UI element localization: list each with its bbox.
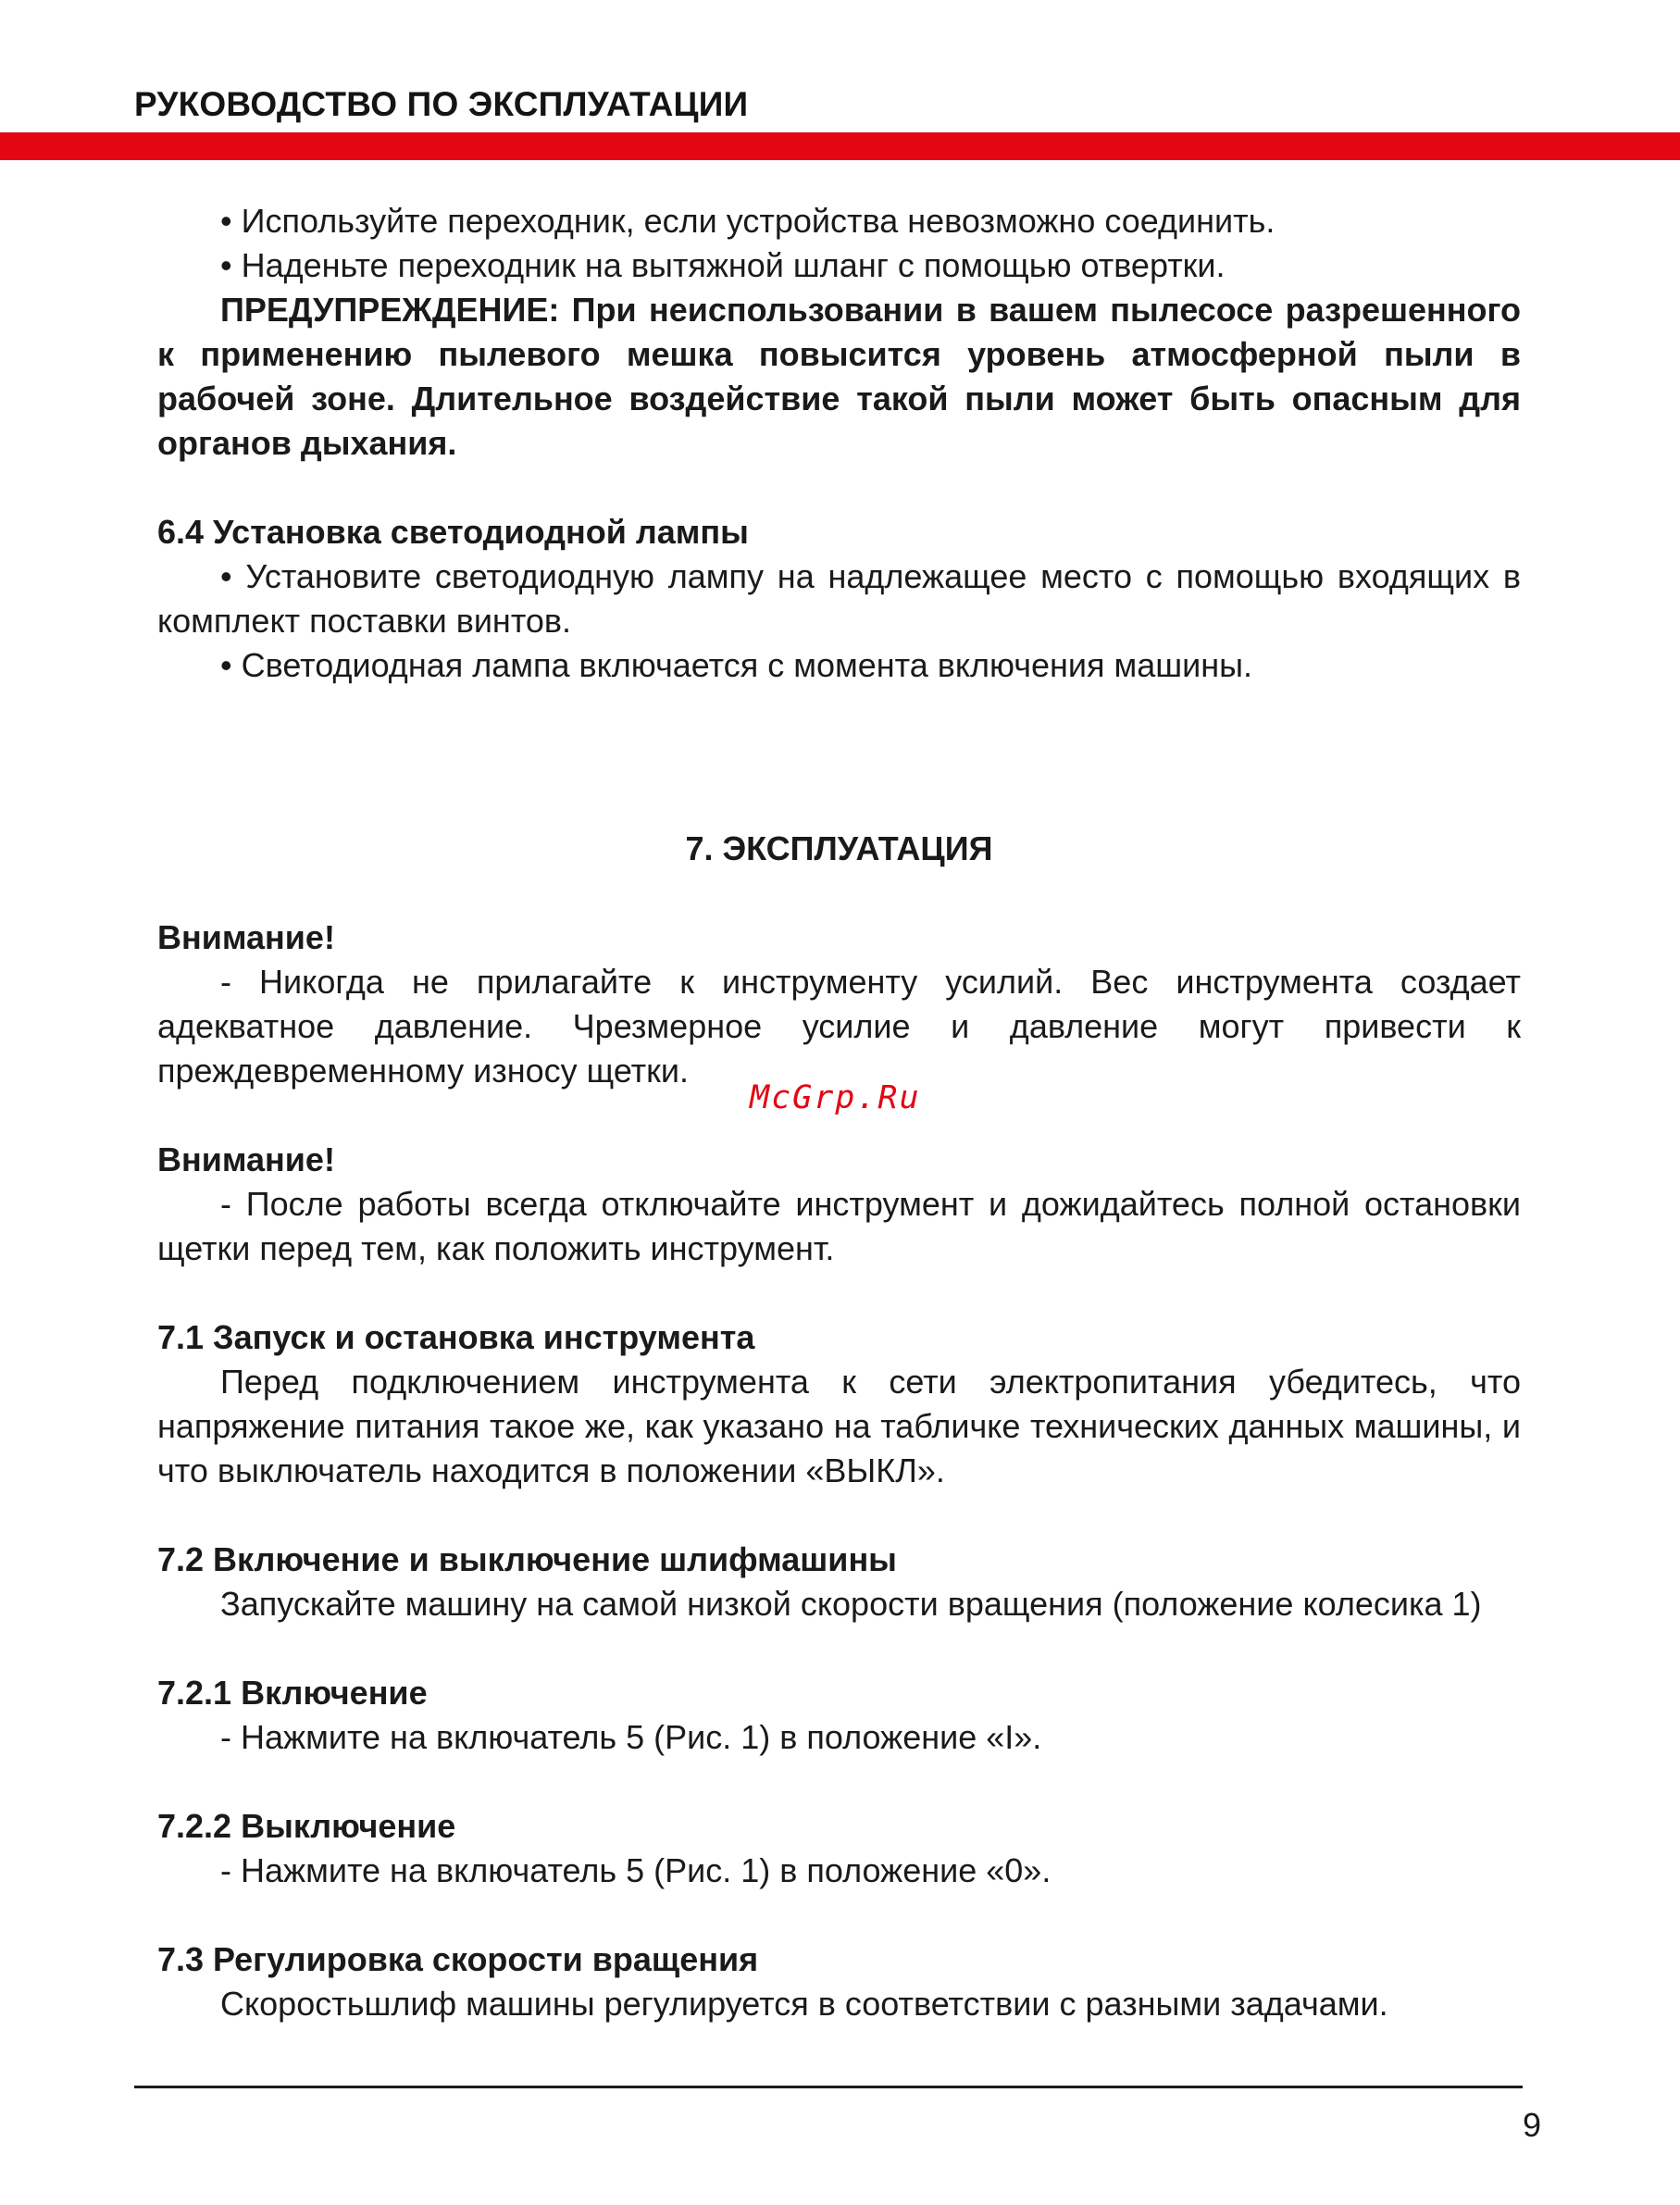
heading-7-1: 7.1 Запуск и остановка инструмента [157, 1318, 755, 1356]
attention-2-text: - После работы всегда отключайте инструмент и дожидайтесь полной остановки щетки перед тем, как положить инструмент. [157, 1185, 1521, 1267]
footer-divider [134, 2086, 1523, 2088]
heading-7-2: 7.2 Включение и выключение шлифмашины [157, 1540, 897, 1578]
attention-1-label: Внимание! [157, 918, 335, 956]
section-7-title: 7. ЭКСПЛУАТАЦИЯ [685, 829, 993, 867]
watermark-text: McGrp.Ru [750, 1079, 921, 1116]
led-bullet-1: • Установите светодиодную лампу на надлежащее место с помощью входящих в комплект поставки винтов. [157, 557, 1521, 640]
text-7-1: Перед подключением инструмента к сети электропитания убедитесь, что напряжение питания такое же, как указано на табличке технических данных машины, и что выключатель находится в положении «ВЫКЛ». [157, 1363, 1521, 1489]
heading-7-2-1: 7.2.1 Включение [157, 1674, 428, 1712]
heading-7-2-2: 7.2.2 Выключение [157, 1807, 456, 1845]
heading-6-4: 6.4 Установка светодиодной лампы [157, 513, 749, 551]
text-7-3: Скоростьшлиф машины регулируется в соответствии с разными задачами. [220, 1985, 1388, 2023]
text-7-2-1: - Нажмите на включатель 5 (Рис. 1) в положение «I». [220, 1718, 1042, 1756]
page-number: 9 [1523, 2106, 1542, 2144]
text-7-2-2: - Нажмите на включатель 5 (Рис. 1) в положение «0». [220, 1851, 1052, 1889]
attention-1-text: - Никогда не прилагайте к инструменту усилий. Вес инструмента создает адекватное давление. Чрезмерное усилие и давление могут привести к преждевременному износу щетки. [157, 963, 1521, 1090]
dust-bag-warning: ПРЕДУПРЕЖДЕНИЕ: При неиспользовании в вашем пылесосе разрешенного к применению пылевого мешка повысится уровень атмосферной пыли в рабочей зоне. Длительное воздействие такой пыли может быть опасным для органов дыхания. [157, 291, 1521, 462]
adapter-bullet-1: • Используйте переходник, если устройства невозможно соединить. [220, 202, 1276, 240]
attention-2-label: Внимание! [157, 1140, 335, 1178]
led-bullet-2: • Светодиодная лампа включается с момента включения машины. [220, 646, 1252, 684]
text-7-2: Запускайте машину на самой низкой скорости вращения (положение колесика 1) [220, 1585, 1482, 1623]
header-red-band [0, 132, 1680, 160]
adapter-bullet-2: • Наденьте переходник на вытяжной шланг с помощью отвертки. [220, 246, 1226, 284]
header-title: РУКОВОДСТВО ПО ЭКСПЛУАТАЦИИ [134, 85, 749, 123]
heading-7-3: 7.3 Регулировка скорости вращения [157, 1940, 759, 1978]
